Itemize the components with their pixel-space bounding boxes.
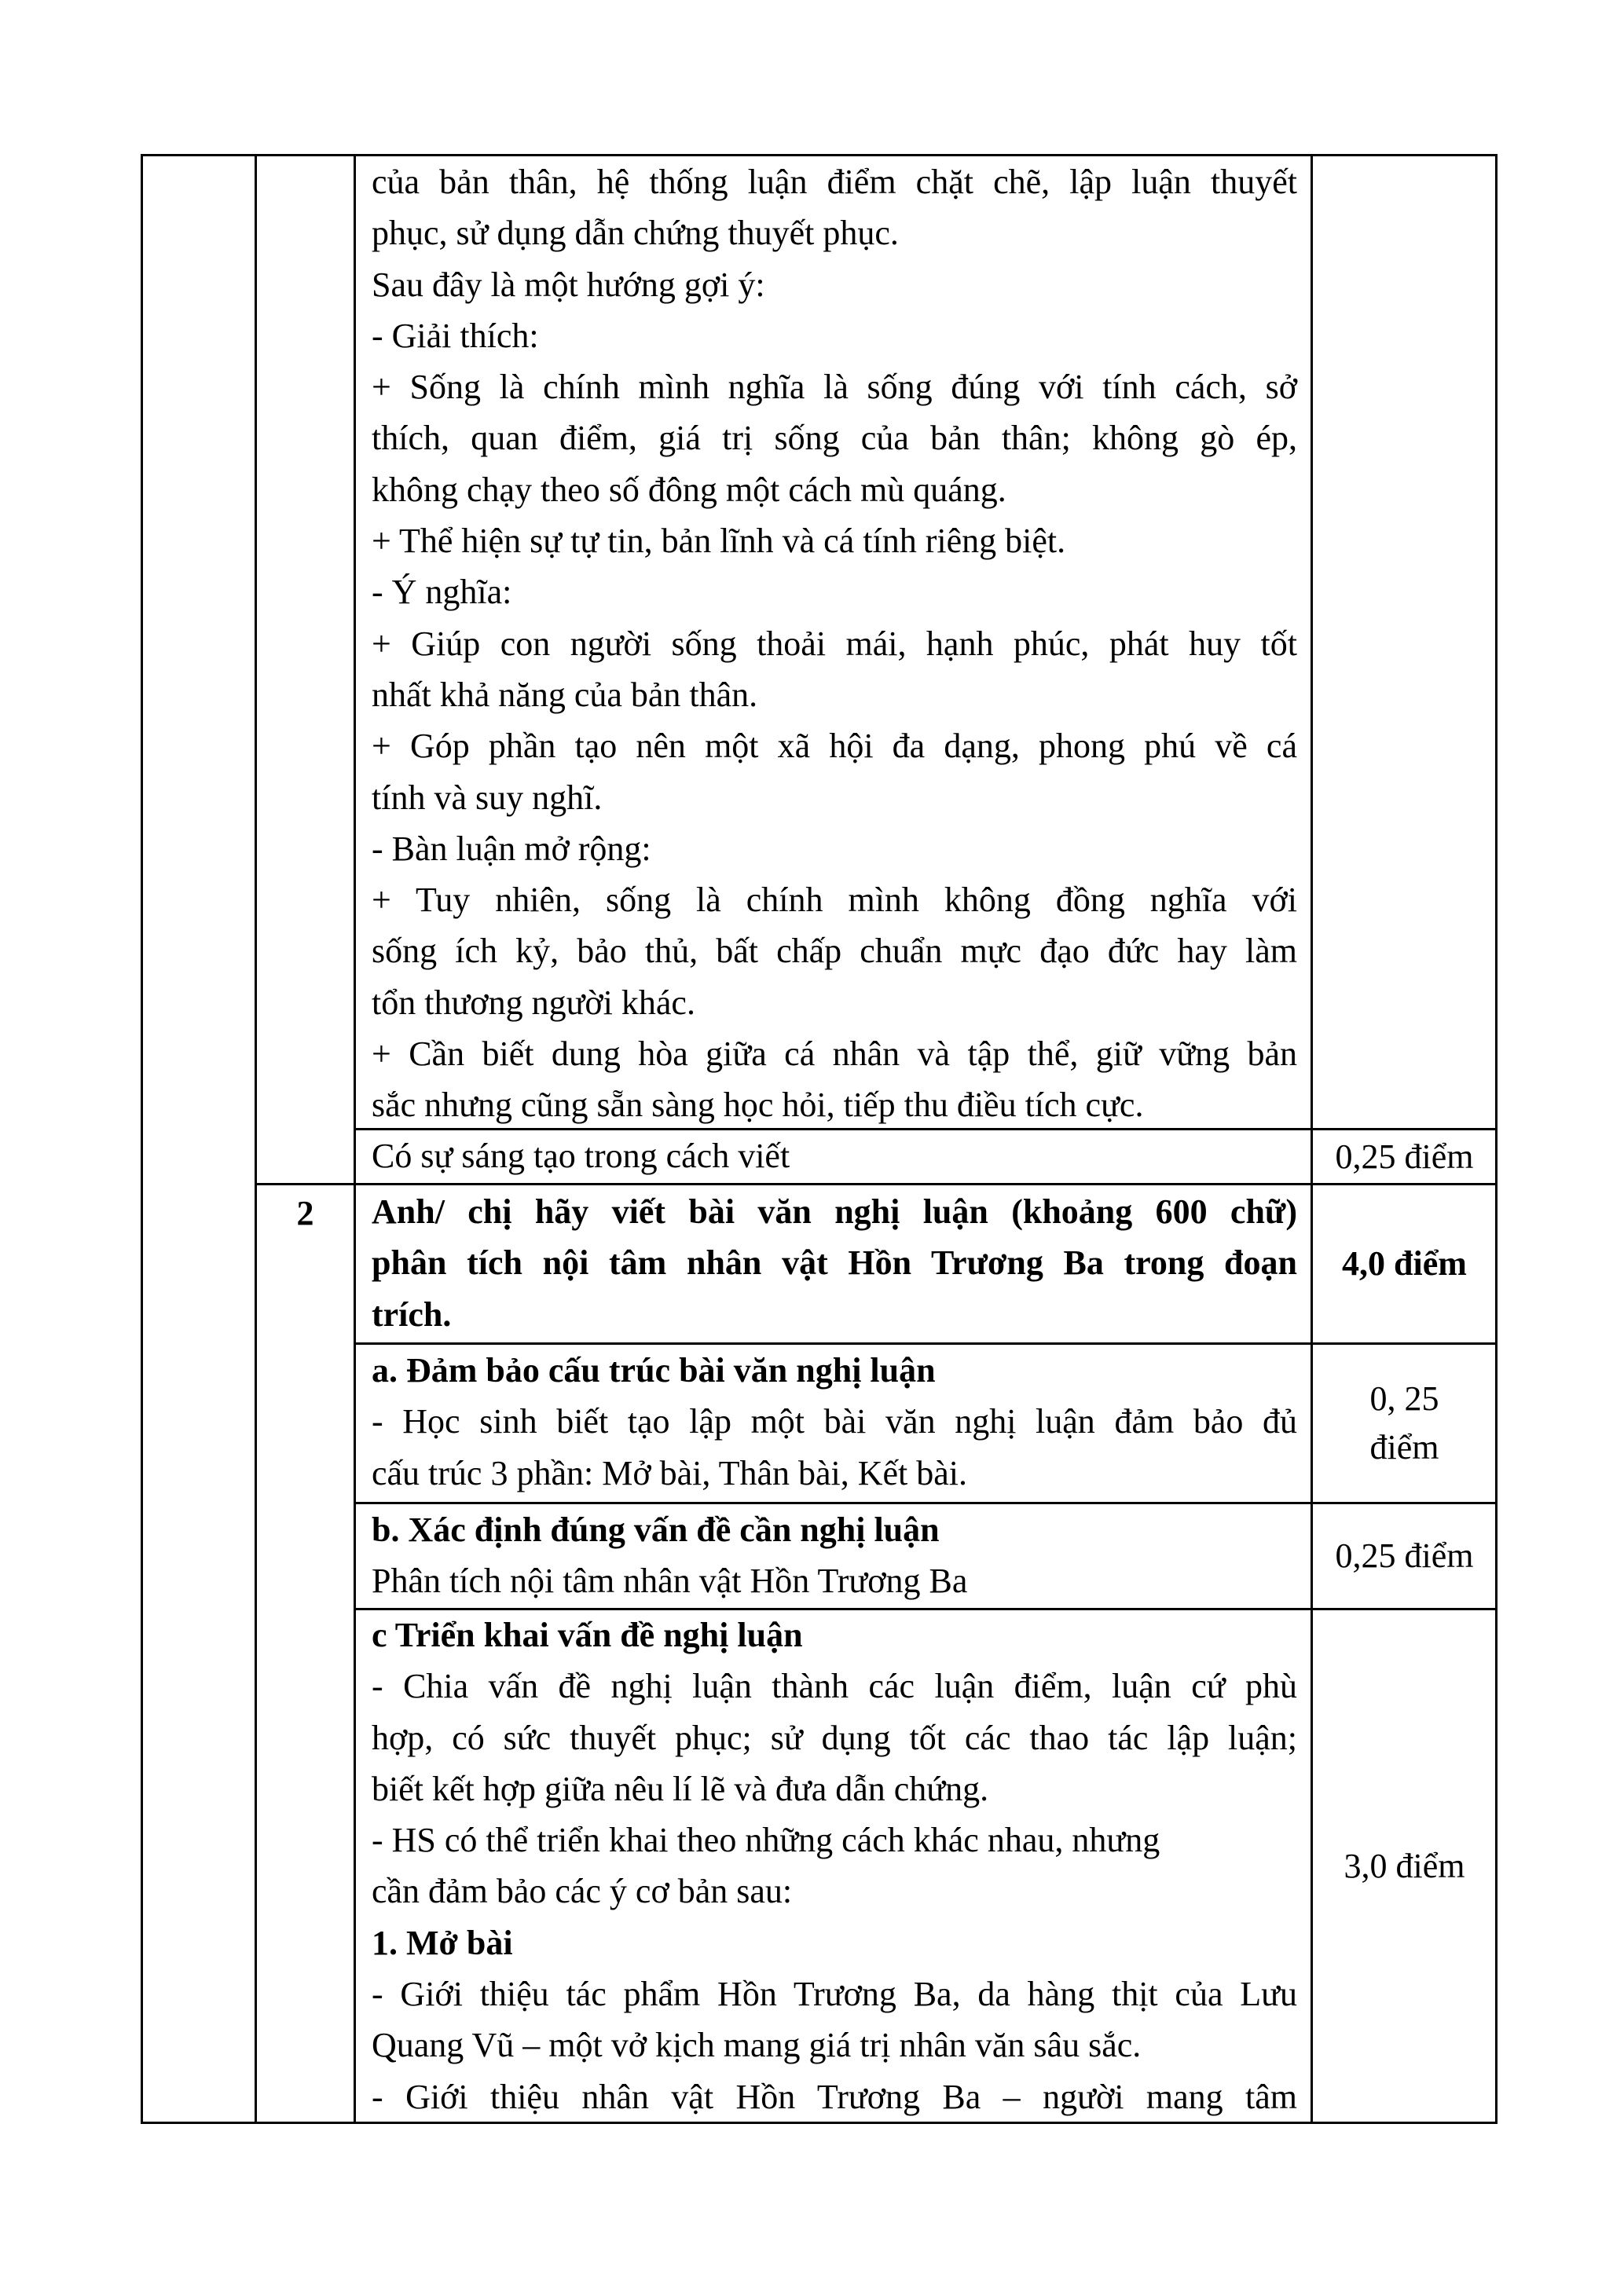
text-line: - Học sinh biết tạo lập một bài văn nghị luận đảm bảo đủ <box>372 1402 1297 1441</box>
text-line: - Chia vấn đề nghị luận thành các luận điểm, luận cứ phù <box>372 1667 1297 1706</box>
text-line: a. Đảm bảo cấu trúc bài văn nghị luận <box>372 1351 936 1390</box>
table-left-border <box>141 154 143 2124</box>
text-line: trích. <box>372 1294 452 1334</box>
text-line: + Sống là chính mình nghĩa là sống đúng với tính cách, sở <box>372 368 1297 407</box>
text-line: - Ý nghĩa: <box>372 573 512 612</box>
text-line: 1. Mở bài <box>372 1923 513 1962</box>
row-divider <box>255 1183 1498 1185</box>
part-c-cell <box>354 1609 1311 2122</box>
score-text: 0, 25 <box>1369 1379 1439 1418</box>
part-a-cell <box>354 1345 1311 1499</box>
text-line: Anh/ chị hãy viết bài văn nghị luận (khoảng 600 chữ) <box>372 1192 1297 1231</box>
text-line: nhất khả năng của bản thân. <box>372 675 758 714</box>
text-line: của bản thân, hệ thống luận điểm chặt chẽ, lập luận thuyết <box>372 163 1297 201</box>
text-line: hợp, có sức thuyết phục; sử dụng tốt các thao tác lập luận; <box>372 1718 1297 1757</box>
text-line: b. Xác định đúng vấn đề cần nghị luận <box>372 1511 940 1549</box>
creativity-criterion-cell <box>354 1130 1311 1181</box>
text-line: + Giúp con người sống thoải mái, hạnh phúc, phát huy tốt <box>372 624 1297 663</box>
text-line: - Giải thích: <box>372 316 539 355</box>
text-line: phân tích nội tâm nhân vật Hồn Trương Ba trong đoạn <box>372 1243 1297 1283</box>
text-line: - Giới thiệu tác phẩm Hồn Trương Ba, da hàng thịt của Lưu <box>372 1975 1297 2014</box>
text-line: cần đảm bảo các ý cơ bản sau: <box>372 1872 793 1911</box>
text-line: sống ích kỷ, bảo thủ, bất chấp chuẩn mực đạo đức hay làm <box>372 932 1297 971</box>
text-line: + Thể hiện sự tự tin, bản lĩnh và cá tính riêng biệt. <box>372 522 1066 561</box>
score-text: 0,25 điểm <box>1335 1536 1474 1575</box>
part-b-score-cell <box>1313 1504 1496 1608</box>
text-line: Sau đây là một hướng gợi ý: <box>372 265 765 304</box>
part-c-score-cell <box>1313 1610 1496 2122</box>
text-line: phục, sử dụng dẫn chứng thuyết phục. <box>372 214 899 253</box>
text-line: không chạy theo số đông một cách mù quáng. <box>372 470 1006 509</box>
text-line: tính và suy nghĩ. <box>372 778 603 817</box>
text-line: Quang Vũ – một vở kịch mang giá trị nhân văn sâu sắc. <box>372 2026 1142 2065</box>
part-b-cell <box>354 1504 1311 1607</box>
text-line: + Tuy nhiên, sống là chính mình không đồng nghĩa với <box>372 881 1297 920</box>
text-line: + Cần biết dung hòa giữa cá nhân và tập thể, giữ vững bản <box>372 1034 1297 1074</box>
text-line: + Góp phần tạo nên một xã hội đa dạng, phong phú về cá <box>372 727 1297 766</box>
text-line: sắc nhưng cũng sẵn sàng học hỏi, tiếp thu điều tích cực. <box>372 1086 1144 1125</box>
text-line: - HS có thể triển khai theo những cách khác nhau, nhưng <box>372 1821 1160 1860</box>
score-text: điểm <box>1369 1428 1439 1467</box>
text-line: Phân tích nội tâm nhân vật Hồn Trương Ba <box>372 1562 968 1601</box>
question-2-prompt-cell <box>354 1186 1311 1340</box>
text-line: - Bàn luận mở rộng: <box>372 829 651 868</box>
text-line: biết kết hợp giữa nêu lí lẽ và đưa dẫn chứng. <box>372 1769 989 1808</box>
question-number: 2 <box>296 1194 314 1232</box>
text-line: Có sự sáng tạo trong cách viết <box>372 1137 790 1175</box>
question-2-score-cell <box>1313 1185 1496 1342</box>
creativity-score-cell <box>1313 1130 1496 1183</box>
text-line: tổn thương người khác. <box>372 983 695 1022</box>
text-line: thích, quan điểm, giá trị sống của bản thân; không gò ép, <box>372 419 1297 458</box>
text-line: - Giới thiệu nhân vật Hồn Trương Ba – người mang tâm <box>372 2077 1297 2116</box>
answer-guide-cell <box>354 156 1311 1131</box>
score-text: 3,0 điểm <box>1344 1846 1465 1885</box>
score-text: 0,25 điểm <box>1335 1137 1474 1176</box>
score-text: 4,0 điểm <box>1342 1244 1467 1283</box>
part-a-score-cell <box>1313 1345 1496 1502</box>
col-divider-1 <box>255 154 257 2124</box>
text-line: cấu trúc 3 phần: Mở bài, Thân bài, Kết bài. <box>372 1453 968 1492</box>
text-line: c Triển khai vấn đề nghị luận <box>372 1616 803 1654</box>
